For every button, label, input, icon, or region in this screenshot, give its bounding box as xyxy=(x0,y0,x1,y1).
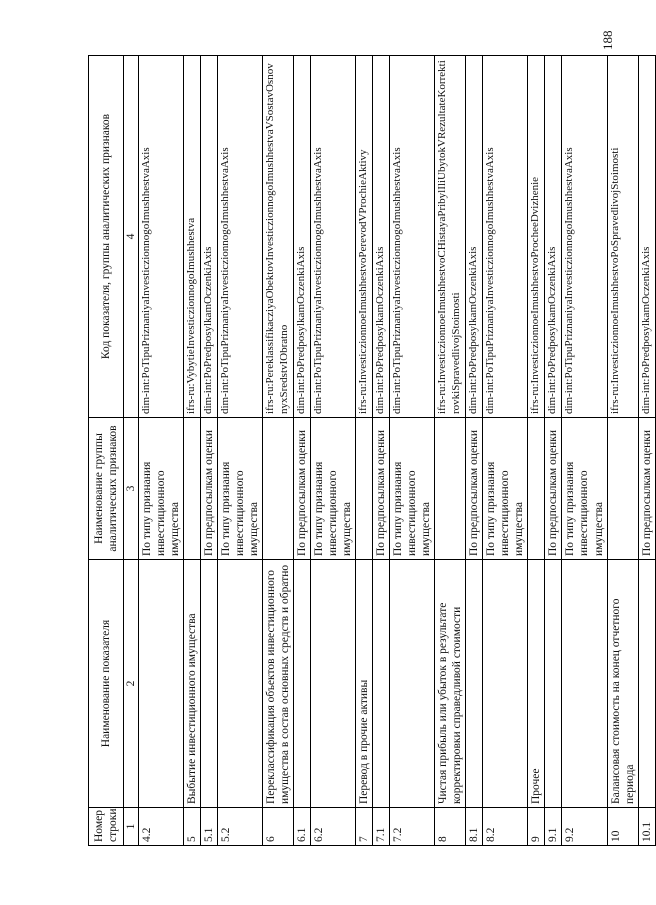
group-name-cell: По предпосылкам оценки xyxy=(201,418,218,560)
row-number-cell: 10 xyxy=(607,808,638,846)
row-number-cell: 9.2 xyxy=(562,808,607,846)
table-row xyxy=(483,56,528,846)
group-name-cell xyxy=(184,418,201,560)
code-cell: dim-int:PoPredposylkamOczenkiAxis xyxy=(466,56,483,418)
code-cell: dim-int:PoTipuPriznaniyaInvesticzionnogoImushhestvaAxis xyxy=(562,56,607,418)
column-number: 1 xyxy=(124,808,139,846)
group-name-cell: По типу признания инвестиционного имущества xyxy=(390,418,435,560)
row-number-cell: 5.1 xyxy=(201,808,218,846)
indicators-table xyxy=(88,55,656,846)
column-number: 3 xyxy=(124,418,139,560)
indicator-name-cell xyxy=(390,560,435,808)
group-name-cell xyxy=(356,418,373,560)
header-row xyxy=(89,56,124,846)
row-number-cell: 7 xyxy=(356,808,373,846)
code-cell: dim-int:PoPredposylkamOczenkiAxis xyxy=(373,56,390,418)
group-name-cell: По типу признания инвестиционного имущества xyxy=(562,418,607,560)
group-name-cell: По предпосылкам оценки xyxy=(545,418,562,560)
header-code: Код показателя, группы аналитических признаков xyxy=(89,56,124,418)
group-name-cell xyxy=(607,418,638,560)
table-row xyxy=(638,56,655,846)
indicator-name-cell xyxy=(466,560,483,808)
header-row-number: Номер строки xyxy=(89,808,124,846)
table-row xyxy=(528,56,545,846)
group-name-cell: По предпосылкам оценки xyxy=(373,418,390,560)
row-number-cell: 7.1 xyxy=(373,808,390,846)
table-row xyxy=(218,56,263,846)
row-number-cell: 8 xyxy=(435,808,466,846)
page-number: 188 xyxy=(600,30,615,50)
code-cell: dim-int:PoPredposylkamOczenkiAxis xyxy=(545,56,562,418)
row-number-cell: 6.1 xyxy=(294,808,311,846)
row-number-cell: 8.1 xyxy=(466,808,483,846)
code-cell: dim-int:PoPredposylkamOczenkiAxis xyxy=(294,56,311,418)
indicator-name-cell: Выбытие инвестиционного имущества xyxy=(184,560,201,808)
code-cell: ifrs-ru:InvesticzionnoeImushhestvoCHistayaPribylIliUbytokVRezultateKorrektirovkiSpravedlivojStoimosti xyxy=(435,56,466,418)
code-cell: dim-int:PoTipuPriznaniyaInvesticzionnogoImushhestvaAxis xyxy=(139,56,184,418)
group-name-cell: По типу признания инвестиционного имущества xyxy=(311,418,356,560)
table-row xyxy=(294,56,311,846)
column-number: 2 xyxy=(124,560,139,808)
code-cell: ifrs-ru:PereklassifikacziyaObektovInvesticzionnogoImushhestvaVSostavOsnovnyxSredstvIObratno xyxy=(263,56,294,418)
table-row xyxy=(184,56,201,846)
row-number-cell: 10.1 xyxy=(638,808,655,846)
header-group-name: Наименование группы аналитических признаков xyxy=(89,418,124,560)
table-row xyxy=(435,56,466,846)
group-name-cell: По типу признания инвестиционного имущества xyxy=(483,418,528,560)
code-cell: dim-int:PoTipuPriznaniyaInvesticzionnogoImushhestvaAxis xyxy=(311,56,356,418)
group-name-cell: По предпосылкам оценки xyxy=(294,418,311,560)
indicator-name-cell xyxy=(201,560,218,808)
group-name-cell xyxy=(263,418,294,560)
row-number-cell: 5.2 xyxy=(218,808,263,846)
table-row xyxy=(356,56,373,846)
indicator-name-cell: Чистая прибыль или убыток в результате корректировки справедливой стоимости xyxy=(435,560,466,808)
indicator-name-cell: Прочее xyxy=(528,560,545,808)
indicator-name-cell xyxy=(373,560,390,808)
table-row xyxy=(311,56,356,846)
indicator-name-cell xyxy=(483,560,528,808)
indicator-name-cell xyxy=(218,560,263,808)
table-row xyxy=(562,56,607,846)
row-number-cell: 7.2 xyxy=(390,808,435,846)
indicator-name-cell: Переклассификация объектов инвестиционного имущества в состав основных средств и обратно xyxy=(263,560,294,808)
code-cell: dim-int:PoTipuPriznaniyaInvesticzionnogoImushhestvaAxis xyxy=(483,56,528,418)
column-number-row xyxy=(124,56,139,846)
indicator-name-cell xyxy=(294,560,311,808)
code-cell: ifrs-ru:InvesticzionnoeImushhestvoPoSpravedlivojStoimosti xyxy=(607,56,638,418)
table-row xyxy=(545,56,562,846)
row-number-cell: 9.1 xyxy=(545,808,562,846)
group-name-cell: По типу признания инвестиционного имущества xyxy=(218,418,263,560)
table-row xyxy=(373,56,390,846)
code-cell: dim-int:PoTipuPriznaniyaInvesticzionnogoImushhestvaAxis xyxy=(218,56,263,418)
table-row xyxy=(139,56,184,846)
table-body xyxy=(139,56,656,846)
code-cell: ifrs-ru:VybytieInvesticzionnogoImushhestva xyxy=(184,56,201,418)
table-row xyxy=(607,56,638,846)
group-name-cell: По предпосылкам оценки xyxy=(638,418,655,560)
group-name-cell xyxy=(528,418,545,560)
rotated-table-container xyxy=(88,56,653,846)
row-number-cell: 9 xyxy=(528,808,545,846)
row-number-cell: 6 xyxy=(263,808,294,846)
code-cell: ifrs-ru:InvesticzionnoeImushhestvoPerevodVProchieAktivy xyxy=(356,56,373,418)
indicator-name-cell xyxy=(562,560,607,808)
header-indicator-name: Наименование показателя xyxy=(89,560,124,808)
group-name-cell: По типу признания инвестиционного имущества xyxy=(139,418,184,560)
indicator-name-cell xyxy=(638,560,655,808)
indicator-name-cell xyxy=(311,560,356,808)
code-cell: ifrs-ru:InvesticzionnoeImushhestvoProcheeDvizhenie xyxy=(528,56,545,418)
group-name-cell xyxy=(435,418,466,560)
table-row xyxy=(201,56,218,846)
indicator-name-cell: Балансовая стоимость на конец отчетного периода xyxy=(607,560,638,808)
indicator-name-cell: Перевод в прочие активы xyxy=(356,560,373,808)
indicator-name-cell xyxy=(545,560,562,808)
row-number-cell: 5 xyxy=(184,808,201,846)
indicator-name-cell xyxy=(139,560,184,808)
code-cell: dim-int:PoPredposylkamOczenkiAxis xyxy=(201,56,218,418)
code-cell: dim-int:PoPredposylkamOczenkiAxis xyxy=(638,56,655,418)
column-number: 4 xyxy=(124,56,139,418)
group-name-cell: По предпосылкам оценки xyxy=(466,418,483,560)
row-number-cell: 6.2 xyxy=(311,808,356,846)
row-number-cell: 4.2 xyxy=(139,808,184,846)
table-row xyxy=(390,56,435,846)
code-cell: dim-int:PoTipuPriznaniyaInvesticzionnogoImushhestvaAxis xyxy=(390,56,435,418)
table-row xyxy=(263,56,294,846)
table-row xyxy=(466,56,483,846)
row-number-cell: 8.2 xyxy=(483,808,528,846)
